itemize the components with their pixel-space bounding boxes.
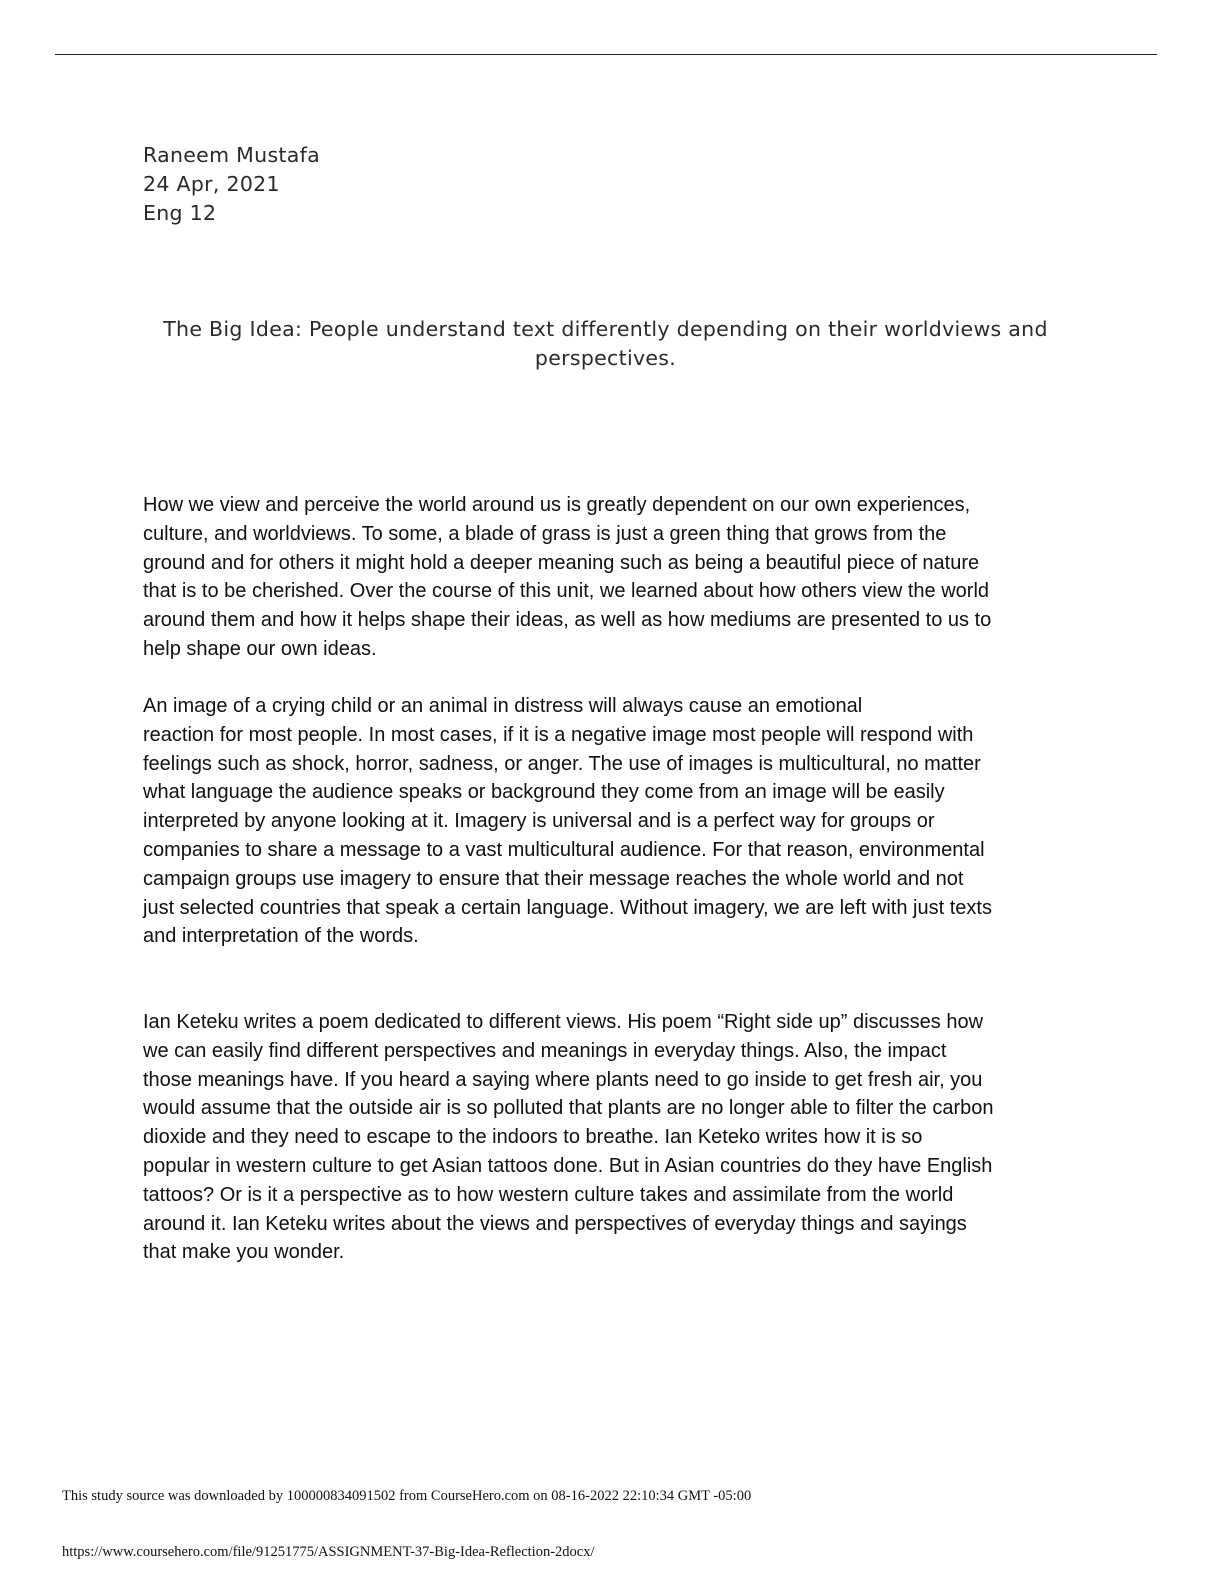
paragraph-line: campaign groups use imagery to ensure that their message reaches the whole world and not [143,867,964,890]
paragraph-line: those meanings have. If you heard a saying where plants need to go inside to get fresh air, you [143,1068,983,1091]
paragraph-line: tattoos? Or is it a perspective as to how western culture takes and assimilate from the world [143,1183,954,1206]
download-notice: This study source was downloaded by 100000834091502 from CourseHero.com on 08-16-2022 22:10:34 GMT -05:00 [62,1488,752,1504]
paragraph-line: culture, and worldviews. To some, a blade of grass is just a green thing that grows from the [143,522,947,545]
paragraph-line: help shape our own ideas. [143,637,377,660]
document-date: 24 Apr, 2021 [143,172,280,196]
paragraph-line: what language the audience speaks or background they come from an image will be easily [143,781,945,804]
paragraph-line: around them and how it helps shape their ideas, as well as how mediums are presented to us to [143,609,992,632]
paragraph-line: around it. Ian Keteku writes about the views and perspectives of everyday things and sayings [143,1212,967,1235]
paragraph-line: ground and for others it might hold a deeper meaning such as being a beautiful piece of nature [143,551,980,574]
paragraph-line: companies to share a message to a vast multicultural audience. For that reason, environmental [143,838,985,861]
title-line-1: The Big Idea: People understand text differently depending on their worldviews and [163,317,1048,341]
course-name: Eng 12 [143,201,217,225]
title-line-2: perspectives. [534,346,677,370]
author-name: Raneem Mustafa [143,143,320,167]
paragraph-3 [143,1008,994,1267]
paragraph-line: that make you wonder. [143,1241,345,1264]
paragraph-line: feelings such as shock, horror, sadness, or anger. The use of images is multicultural, no matter [143,752,981,775]
paragraph-line: reaction for most people. In most cases, if it is a negative image most people will respond with [143,723,974,746]
paragraph-line: Ian Keteku writes a poem dedicated to different views. His poem “Right side up” discusses how [143,1011,984,1033]
paragraph-line: that is to be cherished. Over the course of this unit, we learned about how others view the world [143,580,990,603]
paragraph-line: An image of a crying child or an animal in distress will always cause an emotional [143,695,863,717]
paragraph-line: we can easily find different perspectives and meanings in everyday things. Also, the impact [143,1039,947,1062]
paragraph-1 [143,491,991,664]
paragraph-line: interpreted by anyone looking at it. Imagery is universal and is a perfect way for groups or [143,810,935,833]
paragraph-line: just selected countries that speak a certain language. Without imagery, we are left with just texts [143,896,992,919]
paragraph-2 [143,692,992,951]
header-rule [55,54,1157,55]
paragraph-line: would assume that the outside air is so polluted that plants are no longer able to filter the carbon [143,1097,994,1120]
document-header [143,141,320,228]
paragraph-line: dioxide and they need to escape to the indoors to breathe. Ian Keteko writes how it is so [143,1126,923,1149]
paragraph-line: and interpretation of the words. [143,925,419,948]
paragraph-line: How we view and perceive the world around us is greatly dependent on our own experiences, [143,494,971,516]
document-title [143,315,1068,373]
source-url[interactable]: https://www.coursehero.com/file/91251775/ASSIGNMENT-37-Big-Idea-Reflection-2docx/ [62,1544,595,1560]
paragraph-line: popular in western culture to get Asian tattoos done. But in Asian countries do they have English [143,1154,993,1177]
